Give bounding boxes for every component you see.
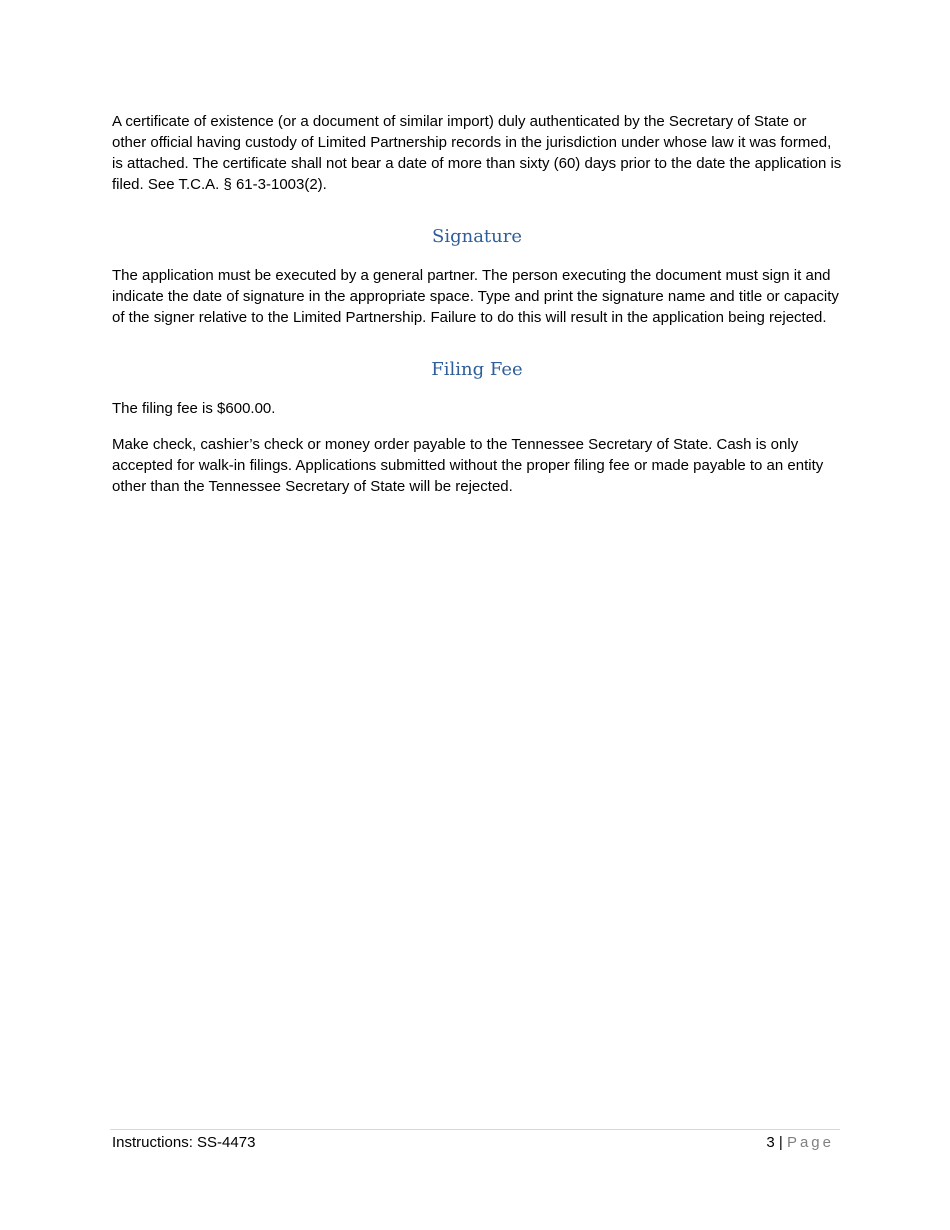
page-number: 3 <box>766 1134 775 1151</box>
signature-paragraph: The application must be executed by a general partner. The person executing the document must sign it and indicate the date of signature in the appropriate space. Type and print the signature name and title or capacity of the signer relative to the Limited Partnership. Failure to do this will result in the application being rejected. <box>112 267 839 326</box>
footer-form-label: Instructions: SS-4473 <box>112 1134 256 1151</box>
page-separator: | <box>778 1134 783 1151</box>
page-content <box>112 111 842 497</box>
filing-fee-amount-paragraph: The filing fee is $600.00. <box>112 400 276 417</box>
filing-fee-heading: Filing Fee <box>431 359 523 380</box>
intro-paragraph: A certificate of existence (or a document of similar import) duly authenticated by the Secretary of State or other official having custody of Limited Partnership records in the jurisdiction under whose law it was formed, is attached. The certificate shall not bear a date of more than sixty (60) days prior to the date the application is filed. See T.C.A. § 61-3-1003(2). <box>112 113 842 193</box>
page-label: Page <box>786 1134 834 1151</box>
payment-instructions-paragraph: Make check, cashier’s check or money order payable to the Tennessee Secretary of State. Cash is only accepted for walk-in filings. Applications submitted without the proper filing fee or made payable to an entity other than the Tennessee Secretary of State will be rejected. <box>112 436 824 495</box>
page-footer <box>110 1129 840 1156</box>
footer-page-indicator <box>766 1132 834 1154</box>
signature-heading: Signature <box>431 226 523 247</box>
